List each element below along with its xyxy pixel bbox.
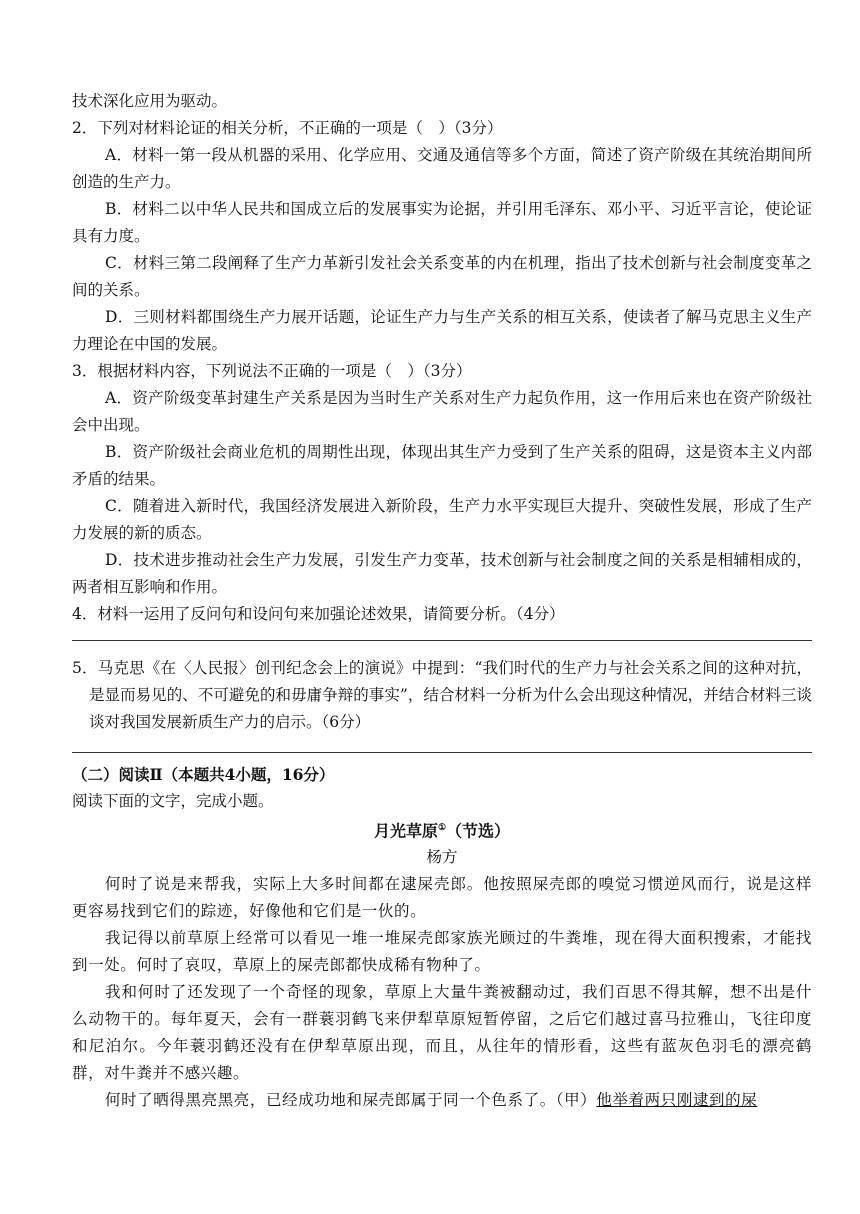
question-4: 4．材料一运用了反问句和设问句来加强论述效果，请简要分析。（4分）: [72, 605, 565, 623]
paragraph: [72, 1087, 812, 1114]
title-suffix: （节选）: [446, 821, 511, 841]
option-2b: B．材料二以中华人民共和国成立后的发展事实为论据，并引用毛泽东、邓小平、习近平言论，使论证具有力度。: [72, 200, 812, 245]
paragraph-text: 何时了晒得黑亮黑亮，已经成功地和屎壳郎属于同一个色系了。（甲）: [105, 1091, 597, 1110]
text-line: 技术深化应用为驱动。: [72, 92, 228, 110]
option-2a: A．材料一第一段从机器的采用、化学应用、交通及通信等多个方面，简述了资产阶级在其统治期间所创造的生产力。: [72, 146, 812, 191]
option-2d: D．三则材料都围绕生产力展开话题，论证生产力与生产关系的相互关系，使读者了解马克思主义生产力理论在中国的发展。: [72, 308, 812, 353]
option-3b: B．资产阶级社会商业危机的周期性出现，体现出其生产力受到了生产关系的阻碍，这是资本主义内部矛盾的结果。: [72, 443, 812, 488]
author: 杨方: [426, 848, 458, 867]
option-3a: A．资产阶级变革封建生产关系是因为当时生产关系对生产力起负作用，这一作用后来也在资产阶级社会中出现。: [72, 389, 812, 434]
paragraph: 我和何时了还发现了一个奇怪的现象，草原上大量牛粪被翻动过，我们百思不得其解，想不出是什么动物干的。每年夏天，会有一群蓑羽鹤飞来伊犁草原短暂停留，之后它们越过喜马拉雅山，飞往印度和尼泊尔。今年蓑羽鹤还没有在伊犁草原出现，而且，从往年的情形看，这些有蓝灰色羽毛的漂亮鹤群，对牛粪并不感兴趣。: [72, 983, 812, 1083]
paragraph: 我记得以前草原上经常可以看见一堆一堆屎壳郎家族光顾过的牛粪堆，现在得大面积搜索，才能找到一处。何时了哀叹，草原上的屎壳郎都快成稀有物种了。: [72, 929, 812, 975]
footnote-marker: ①: [437, 823, 447, 833]
story-body: [72, 871, 812, 1114]
section-heading: （二）阅读Ⅱ（本题共4小题，16分）: [72, 765, 335, 784]
answer-line: [72, 752, 812, 753]
option-2c: C．材料三第二段阐释了生产力革新引发社会关系变革的内在机理，指出了技术创新与社会制度变革之间的关系。: [72, 254, 812, 299]
underlined-sentence: 他举着两只刚逮到的屎: [596, 1091, 758, 1110]
option-3d: D．技术进步推动社会生产力发展，引发生产力变革，技术创新与社会制度之间的关系是相辅相成的，两者相互影响和作用。: [72, 551, 812, 596]
paragraph: 何时了说是来帮我，实际上大多时间都在逮屎壳郎。他按照屎壳郎的嗅觉习惯逆风而行，说是这样更容易找到它们的踪迹，好像他和它们是一伙的。: [72, 875, 812, 921]
answer-line: [72, 640, 812, 641]
article-title: [72, 815, 812, 844]
title-text: 月光草原: [373, 821, 438, 841]
instructions: 阅读下面的文字，完成小题。: [72, 792, 274, 810]
question-5: 5．马克思《在〈人民报〉创刊纪念会上的演说》中提到：“我们时代的生产力与社会关系之间的这种对抗，是显而易见的、不可避免的和毋庸争辩的事实”，结合材料一分析为什么会出现这种情况，并结合材料三谈谈对我国发展新质生产力的启示。（6分）: [72, 659, 812, 731]
document-page: [72, 88, 812, 1114]
question-3: 3．根据材料内容，下列说法不正确的一项是（ ）（3分）: [72, 362, 472, 380]
option-3c: C．随着进入新时代，我国经济发展进入新阶段，生产力水平实现巨大提升、突破性发展，形成了生产力发展的新的质态。: [72, 497, 812, 542]
question-2: 2．下列对材料论证的相关分析，不正确的一项是（ ）（3分）: [72, 119, 503, 137]
